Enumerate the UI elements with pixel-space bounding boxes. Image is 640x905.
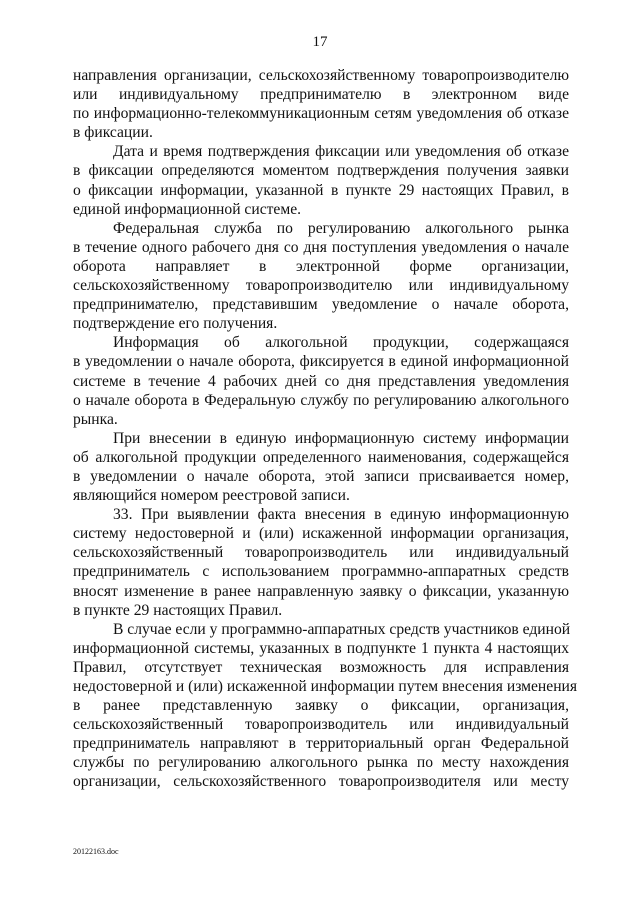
text-line: в пункте 29 настоящих Правил. — [73, 601, 283, 619]
text-line: о начале оборота в Федеральную службу по регулированию алкогольного — [73, 391, 569, 409]
paragraph — [73, 620, 578, 792]
text-line: вносят изменение в ранее направленную заявку о фиксации, указанную — [73, 582, 569, 600]
text-line: в фиксации определяются моментом подтверждения получения заявки — [73, 162, 569, 180]
document-body — [73, 66, 578, 792]
text-line: в уведомлении о начале оборота, фиксируется в единой информационной — [73, 353, 569, 371]
paragraph — [73, 429, 569, 505]
text-line: оборота направляет в электронной форме организации, — [73, 257, 569, 275]
text-line: службы по регулированию алкогольного рынка по месту нахождения — [73, 754, 569, 772]
text-line: в течение одного рабочего дня со дня поступления уведомления о начале — [73, 238, 569, 256]
text-line: единой информационной системе. — [73, 200, 302, 218]
text-line: Информация об алкогольной продукции, содержащаяся — [113, 334, 569, 352]
text-line: сельскохозяйственному товаропроизводителю или индивидуальному — [73, 277, 569, 295]
text-line: в фиксации. — [73, 124, 153, 142]
text-line: информационной системы, указанных в подпункте 1 пункта 4 настоящих — [73, 639, 569, 657]
text-line: предприниматель с использованием программно-аппаратных средств — [73, 563, 569, 581]
text-line: об алкогольной продукции определенного наименования, содержащейся — [73, 448, 569, 466]
paragraph — [73, 142, 569, 218]
text-line: о фиксации информации, указанной в пункте 29 настоящих Правил, в — [73, 181, 569, 199]
text-line: в уведомлении о начале оборота, этой записи присваивается номер, — [73, 467, 569, 485]
text-line: 33. При выявлении факта внесения в единую информационную — [113, 506, 569, 524]
text-line: Федеральная служба по регулированию алкогольного рынка — [113, 219, 569, 237]
paragraph — [73, 66, 569, 142]
text-line: в ранее представленную заявку о фиксации, организация, — [73, 697, 569, 715]
text-line: Дата и время подтверждения фиксации или уведомления об отказе — [113, 143, 569, 161]
text-line: сельскохозяйственный товаропроизводитель или индивидуальный — [73, 716, 569, 734]
text-line: направления организации, сельскохозяйственному товаропроизводителю — [73, 67, 569, 84]
text-line: недостоверной и (или) искаженной информации путем внесения изменения — [73, 678, 578, 695]
text-line: системе в течение 4 рабочих дней со дня представления уведомления — [73, 372, 569, 390]
paragraph — [73, 219, 569, 334]
text-line: или индивидуальному предпринимателю в электронном виде — [73, 86, 569, 104]
document-file-code: 20122163.doc — [73, 847, 119, 856]
paragraph — [73, 333, 569, 428]
text-line: Правил, отсутствует техническая возможность для исправления — [73, 658, 569, 676]
text-line: подтверждение его получения. — [73, 315, 278, 333]
text-line: рынка. — [73, 410, 118, 428]
text-line: В случае если у программно-аппаратных средств участников единой — [113, 620, 571, 638]
text-line: по информационно-телекоммуникационным сетям уведомления об отказе — [73, 105, 569, 123]
text-line: являющийся номером реестровой записи. — [73, 487, 350, 505]
text-line: предприниматель направляют в территориальный орган Федеральной — [73, 735, 569, 753]
text-line: При внесении в единую информационную систему информации — [113, 429, 569, 447]
text-line: организации, сельскохозяйственного товаропроизводителя или месту — [73, 773, 569, 791]
text-line: предпринимателю, представившим уведомление о начале оборота, — [73, 296, 569, 314]
page-number: 17 — [312, 34, 328, 50]
text-line: систему недостоверной и (или) искаженной информации организация, — [73, 525, 569, 543]
paragraph — [73, 505, 569, 620]
text-line: сельскохозяйственный товаропроизводитель или индивидуальный — [73, 544, 569, 562]
